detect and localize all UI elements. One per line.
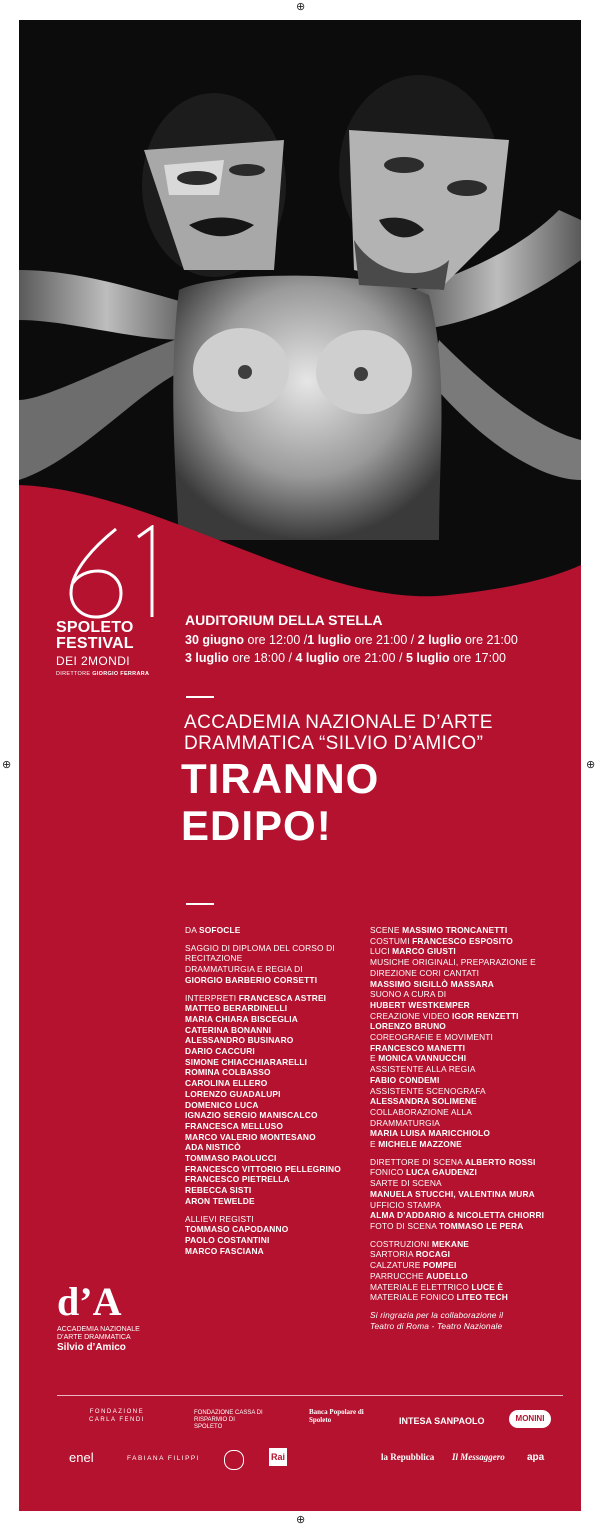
credits-line [185, 1214, 370, 1225]
svg-text:61: 61 [56, 525, 58, 526]
credits-line [370, 925, 570, 936]
credits-line [370, 1189, 570, 1200]
credit-role: E [370, 1139, 379, 1150]
credit-name: MANUELA STUCCHI, VALENTINA MURA [370, 1188, 535, 1199]
credits-line [370, 1128, 570, 1139]
poster [19, 20, 581, 1511]
credits-line [185, 1025, 370, 1036]
divider [186, 696, 214, 698]
title-line2: EDIPO! [181, 802, 332, 849]
credit-name: FABIO CONDEMI [370, 1074, 440, 1085]
festival-name-line1: SPOLETO [56, 619, 134, 636]
logo-cassa-spoleto: FONDAZIONE CASSA DI RISPARMIO DI SPOLETO [194, 1410, 263, 1430]
credits-line [370, 979, 570, 990]
credits-line [185, 1164, 370, 1175]
title-line1: TIRANNO [181, 755, 380, 802]
credit-name: DARIO CACCURI [185, 1046, 255, 1057]
credit-role: SCENE [370, 925, 403, 935]
credits-line [185, 1121, 370, 1132]
credit-role: COLLABORAZIONE ALLA [370, 1106, 472, 1117]
credit-name: DOMENICO LUCA [185, 1099, 259, 1110]
logo-monini: MONINI [509, 1410, 551, 1428]
credit-role: COREOGRAFIE E MOVIMENTI [370, 1032, 494, 1043]
credits-gap [370, 1150, 570, 1157]
credits-line [370, 1271, 570, 1282]
credits-gap [370, 1303, 570, 1310]
academy-line1: ACCADEMIA NAZIONALE D’ARTE [184, 712, 493, 733]
credits-thanks-line: Teatro di Roma - Teatro Nazionale [370, 1320, 503, 1331]
credits-line [370, 968, 570, 979]
credit-name: PAOLO COSTANTINI [185, 1234, 270, 1245]
credit-role: FOTO DI SCENA [370, 1220, 439, 1231]
academy-logo [57, 1279, 140, 1354]
credits-line [370, 1021, 570, 1032]
credit-role: DRAMMATURGIA E REGIA DI [185, 964, 303, 975]
dates-line-2 [185, 651, 506, 665]
credits-line [370, 957, 570, 968]
logo-bmw [224, 1450, 244, 1470]
credit-name: MASSIMO SIGILLÒ MASSARA [370, 978, 494, 989]
credit-name: MEKANE [431, 1238, 470, 1249]
credits-line [185, 1142, 370, 1153]
credit-name: CAROLINA ELLERO [185, 1078, 268, 1089]
credit-role: ALLIEVI REGISTI [185, 1213, 254, 1224]
academy-logo-line1: ACCADEMIA NAZIONALE [57, 1326, 140, 1333]
credits-line [370, 1239, 570, 1250]
festival-name-line2: FESTIVAL [56, 635, 134, 652]
credits-line [185, 1132, 370, 1143]
credit-name: ARON TEWELDE [185, 1195, 255, 1206]
credit-name: GIORGIO BARBERIO CORSETTI [185, 974, 318, 985]
credits-line [185, 964, 370, 975]
credit-name: FRANCESCA ASTREI [238, 992, 327, 1003]
credit-name: MARIA LUISA MARICCHIOLO [370, 1128, 491, 1139]
time: ore 21:00 [461, 633, 518, 647]
credit-role: PARRUCCHE [370, 1270, 427, 1281]
credits-line [185, 1003, 370, 1014]
academy-logo-line2: D’ARTE DRAMMATICA [57, 1334, 131, 1341]
credit-name: FRANCESCO MANETTI [370, 1042, 466, 1053]
credit-name: ALESSANDRA SOLIMENE [370, 1096, 477, 1107]
credits-line [370, 1107, 570, 1118]
credit-name: LUCA GAUDENZI [405, 1167, 477, 1178]
credits-line [185, 975, 370, 986]
academy-line2: DRAMMATICA “SILVIO D’AMICO” [184, 733, 484, 754]
credit-role: RECITAZIONE [185, 953, 243, 964]
logo-apa: apa [527, 1452, 545, 1463]
credits-gap [185, 936, 370, 943]
credit-name: SOFOCLE [198, 925, 241, 935]
credits-line [370, 1064, 570, 1075]
credit-name: TOMMASO CAPODANNO [185, 1224, 289, 1235]
credit-role: DA [185, 925, 199, 935]
sponsors-divider [57, 1395, 563, 1396]
time: ore 17:00 [449, 651, 506, 665]
credits-line [370, 1249, 570, 1260]
date: 4 luglio [295, 651, 340, 665]
festival-subtitle: DEI 2MONDI [56, 654, 131, 668]
credit-name: ADA NISTICÒ [185, 1142, 241, 1153]
credit-name: SIMONE CHIACCHIARARELLI [185, 1056, 308, 1067]
credit-name: ROMINA COLBASSO [185, 1067, 271, 1078]
credit-name: CATERINA BONANNI [185, 1024, 272, 1035]
credit-role: COSTRUZIONI [370, 1238, 432, 1249]
credits-line [185, 943, 370, 954]
credit-name: ALMA D’ADDARIO & NICOLETTA CHIORRI [370, 1210, 545, 1221]
credits-line [370, 1260, 570, 1271]
credit-name: FRANCESCO VITTORIO PELLEGRINO [185, 1163, 341, 1174]
credits-line [370, 1167, 570, 1178]
show-title [181, 755, 379, 849]
credits-right [370, 925, 570, 1331]
credit-role: FONICO [370, 1167, 406, 1178]
credit-role: E [370, 1053, 379, 1064]
credits-line [185, 1174, 370, 1185]
credits-line [370, 1011, 570, 1022]
credit-name: MICHELE MAZZONE [378, 1139, 462, 1150]
credits-line [370, 1157, 570, 1168]
credits-line [185, 1067, 370, 1078]
credits-line [185, 1046, 370, 1057]
credits-line [185, 1224, 370, 1235]
academy-name [184, 712, 493, 754]
credits-line [370, 1221, 570, 1232]
credits-line [185, 1035, 370, 1046]
credit-name: HUBERT WESTKEMPER [370, 999, 470, 1010]
credits-line [370, 989, 570, 1000]
credit-name: MARCO FASCIANA [185, 1245, 264, 1256]
credit-role: SARTORIA [370, 1249, 416, 1260]
credit-role: SAGGIO DI DIPLOMA DEL CORSO DI [185, 942, 335, 953]
logo-fondazione-fendi: FONDAZIONE CARLA FENDI [89, 1409, 145, 1423]
festival-director [56, 671, 149, 677]
logo-rai: Rai [269, 1448, 287, 1466]
credits-line [370, 1053, 570, 1064]
credits-line [185, 1246, 370, 1257]
credits-gap [370, 1232, 570, 1239]
credits-line [370, 1178, 570, 1189]
credits-line [185, 1089, 370, 1100]
credits-line [370, 936, 570, 947]
credits-line [370, 1043, 570, 1054]
time: ore 21:00 / [339, 651, 406, 665]
divider [186, 903, 214, 905]
credits-line [370, 1282, 570, 1293]
date: 2 luglio [417, 633, 462, 647]
credits-line [370, 1118, 570, 1129]
logo-enel: enel [69, 1450, 94, 1465]
credits-line [370, 1210, 570, 1221]
credit-name: MASSIMO TRONCANETTI [402, 925, 508, 935]
credits-line [370, 1000, 570, 1011]
registration-mark-right: ⊕ [586, 759, 596, 771]
credits-line [370, 1032, 570, 1043]
credit-name: ROCAGI [415, 1249, 451, 1260]
credit-role: CREAZIONE VIDEO [370, 1010, 452, 1021]
date: 3 luglio [185, 651, 229, 665]
credit-role: COSTUMI [370, 935, 413, 946]
credit-role: SUONO A CURA DI [370, 989, 447, 1000]
dates-line-1 [185, 633, 518, 647]
registration-mark-bottom: ⊕ [296, 1514, 306, 1526]
director-name: GIORGIO FERRARA [92, 671, 150, 677]
credits-line [185, 1100, 370, 1111]
logo-banca-popolare-spoleto: Banca Popolare di Spoleto [309, 1408, 364, 1424]
credits-line [185, 1235, 370, 1246]
credit-name: REBECCA SISTI [185, 1185, 252, 1196]
credits-line [370, 1086, 570, 1097]
academy-logo-line3: Silvio d’Amico [57, 1342, 126, 1353]
logo-il-messaggero: Il Messaggero [452, 1452, 505, 1462]
logo-intesa-sanpaolo: INTESA SANPAOLO [399, 1416, 485, 1426]
credits-line [370, 1292, 570, 1303]
logo-la-repubblica: la Repubblica [381, 1452, 435, 1462]
credits-line [370, 1096, 570, 1107]
credit-name: LORENZO GUADALUPI [185, 1088, 281, 1099]
registration-mark-left: ⊕ [2, 759, 12, 771]
credit-name: ALESSANDRO BUSINARO [185, 1035, 294, 1046]
credits-left [185, 925, 370, 1256]
credit-name: TOMMASO PAOLUCCI [185, 1153, 277, 1164]
credits-line [370, 1200, 570, 1211]
credit-name: ALBERTO ROSSI [464, 1156, 536, 1167]
time: ore 21:00 / [351, 633, 418, 647]
date: 30 giugno [185, 633, 245, 647]
time: ore 18:00 / [228, 651, 296, 665]
credits-line [370, 946, 570, 957]
credits-gap [185, 986, 370, 993]
credits-line [185, 993, 370, 1004]
credit-name: FRANCESCO ESPOSITO [412, 935, 513, 946]
date: 5 luglio [405, 651, 450, 665]
credit-name: FRANCESCA MELLUSO [185, 1120, 284, 1131]
credit-name: POMPEI [423, 1260, 457, 1271]
credit-role: ASSISTENTE SCENOGRAFA [370, 1085, 486, 1096]
director-label: DIRETTORE [56, 671, 91, 677]
credit-role: MATERIALE FONICO [370, 1292, 457, 1303]
credits-line [185, 1196, 370, 1207]
credits-gap [185, 1207, 370, 1214]
credit-name: LORENZO BRUNO [370, 1021, 446, 1032]
credits-line [185, 925, 370, 936]
credits-line [185, 1057, 370, 1068]
credit-role: DIREZIONE CORI CANTATI [370, 967, 480, 978]
credits-line [185, 1014, 370, 1025]
credit-role: ASSISTENTE ALLA REGIA [370, 1064, 476, 1075]
credit-role: LUCI [370, 946, 393, 957]
credits-thanks-line: Si ringrazia per la collaborazione il [370, 1309, 504, 1320]
credits-line [370, 1075, 570, 1086]
credit-name: FRANCESCO PIETRELLA [185, 1174, 290, 1185]
time: ore 12:00 / [244, 633, 308, 647]
credit-name: TOMMASO LE PERA [438, 1220, 524, 1231]
credit-name: MATTEO BERARDINELLI [185, 1003, 288, 1014]
festival-name [56, 620, 134, 652]
credit-name: MONICA VANNUCCHI [378, 1053, 467, 1064]
credit-name: IGOR RENZETTI [451, 1010, 519, 1021]
registration-mark-top: ⊕ [296, 1, 306, 13]
credit-role: INTERPRETI [185, 992, 239, 1003]
credit-role: MATERIALE ELETTRICO [370, 1281, 472, 1292]
credit-name: IGNAZIO SERGIO MANISCALCO [185, 1110, 318, 1121]
credit-name: LITEO TECH [456, 1292, 508, 1303]
venue: AUDITORIUM DELLA STELLA [185, 612, 383, 628]
academy-logo-mark: d’A [57, 1279, 122, 1324]
credit-role: DRAMMATURGIA [370, 1117, 441, 1128]
logo-fabiana-filippi: FABIANA FILIPPI [127, 1455, 201, 1462]
credit-role: MUSICHE ORIGINALI, PREPARAZIONE E [370, 957, 536, 968]
credit-name: LUCE È [471, 1281, 504, 1292]
date: 1 luglio [307, 633, 352, 647]
credit-role: DIRETTORE DI SCENA [370, 1156, 465, 1167]
credits-line [185, 1110, 370, 1121]
credit-name: MARIA CHIARA BISCEGLIA [185, 1013, 298, 1024]
credit-name: MARCO GIUSTI [392, 946, 456, 957]
credit-name: AUDELLO [426, 1270, 468, 1281]
festival-number-61 [56, 525, 166, 620]
credits-line [185, 953, 370, 964]
credit-role: UFFICIO STAMPA [370, 1199, 442, 1210]
credit-role: SARTE DI SCENA [370, 1178, 442, 1189]
credits-line [370, 1139, 570, 1150]
credits-line [185, 1185, 370, 1196]
credit-name: MARCO VALERIO MONTESANO [185, 1131, 316, 1142]
credits-line [185, 1153, 370, 1164]
credit-role: CALZATURE [370, 1260, 423, 1271]
credits-line [185, 1078, 370, 1089]
